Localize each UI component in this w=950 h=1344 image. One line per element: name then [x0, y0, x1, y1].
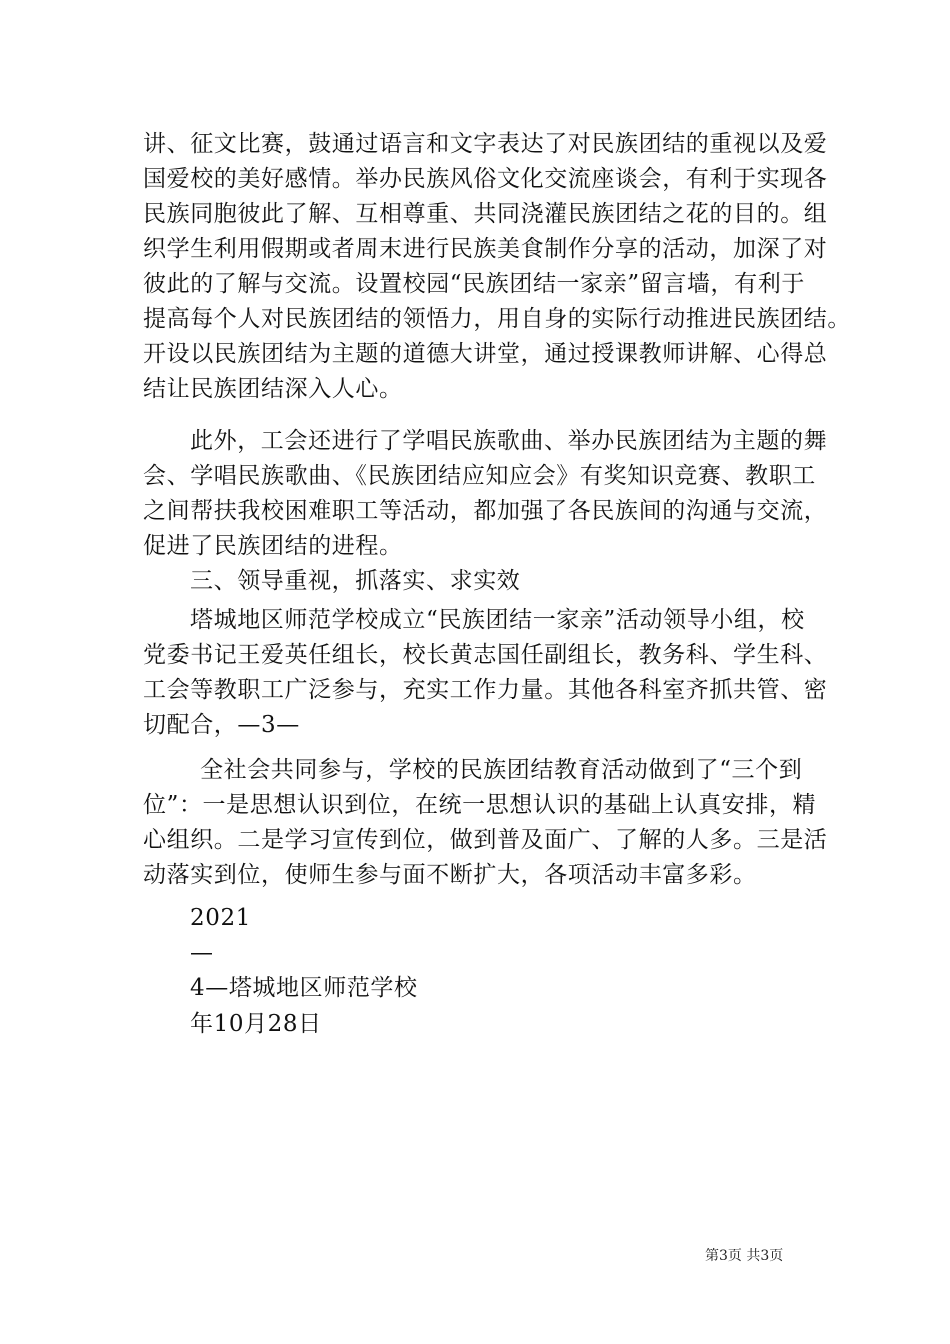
- text-line: 切配合，—3—: [143, 712, 300, 738]
- text-line: 工会等教职工广泛参与，充实工作力量。其他各科室齐抓共管、密: [143, 677, 828, 703]
- text-line: 彼此的了解与交流。设置校园“民族团结一家亲”留言墙，有利于: [143, 271, 805, 297]
- text-line: 结让民族团结深入人心。: [143, 376, 403, 402]
- section-heading: 三、领导重视，抓落实、求实效: [190, 568, 521, 594]
- text-line: 动落实到位，使师生参与面不断扩大，各项活动丰富多彩。: [143, 862, 757, 888]
- text-line: 促进了民族团结的进程。: [143, 533, 403, 559]
- text-line: 讲、征文比赛，鼓通过语言和文字表达了对民族团结的重视以及爱: [143, 131, 828, 157]
- paragraph-start: 全社会共同参与，学校的民族团结教育活动做到了“三个到: [200, 757, 803, 783]
- text-line: 提高每个人对民族团结的领悟力，用自身的实际行动推进民族团结。: [143, 306, 851, 332]
- text-line: 织学生利用假期或者周末进行民族美食制作分享的活动，加深了对: [143, 236, 828, 262]
- date-line: 年10月28日: [190, 1011, 322, 1037]
- text-line: 国爱校的美好感情。举办民族风俗文化交流座谈会，有利于实现各: [143, 166, 828, 192]
- page-footer: 第3页 共3页: [705, 1248, 784, 1264]
- paragraph-start: 塔城地区师范学校成立“民族团结一家亲”活动领导小组，校: [190, 607, 805, 633]
- text-line: 开设以民族团结为主题的道德大讲堂，通过授课教师讲解、心得总: [143, 341, 828, 367]
- paragraph-start: 此外，工会还进行了学唱民族歌曲、举办民族团结为主题的舞: [190, 428, 828, 454]
- text-line: 民族同胞彼此了解、互相尊重、共同浇灌民族团结之花的目的。组: [143, 201, 828, 227]
- text-line: 会、学唱民族歌曲、《民族团结应知应会》有奖知识竞赛、教职工: [143, 463, 816, 489]
- year-line: 2021: [190, 905, 251, 931]
- text-line: 党委书记王爱英任组长，校长黄志国任副组长，教务科、学生科、: [143, 642, 828, 668]
- signature-line: 4—塔城地区师范学校: [190, 975, 418, 1001]
- text-line: 心组织。二是学习宣传到位，做到普及面广、了解的人多。三是活: [143, 827, 828, 853]
- dash-line: —: [190, 940, 214, 966]
- text-line: 之间帮扶我校困难职工等活动，都加强了各民族间的沟通与交流，: [143, 498, 828, 524]
- text-line: 位”：一是思想认识到位，在统一思想认识的基础上认真安排，精: [143, 792, 817, 818]
